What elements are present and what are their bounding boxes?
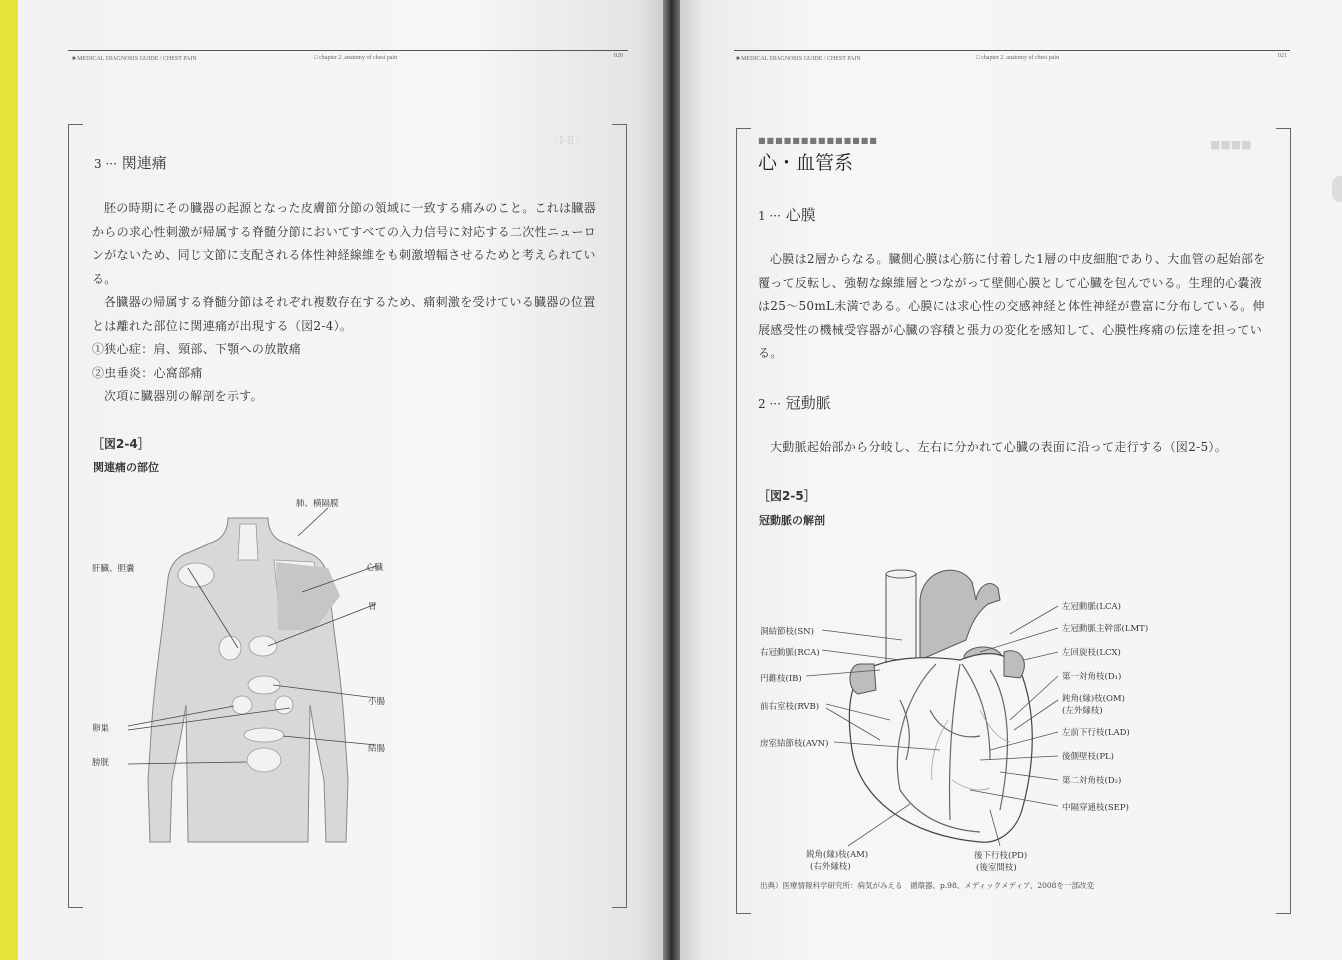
paragraph: 各臓器の帰属する脊髄分節はそれぞれ複数存在するため、痛刺激を受けている臓器の位置とは離れた部位に関連痛が出現する（図2-4）。	[92, 295, 596, 333]
list-item: ②虫垂炎：心窩部痛	[92, 365, 203, 380]
figure-number: ［図2-4］	[92, 437, 150, 451]
running-header-left: ■ MEDICAL DIAGNOSIS GUIDE / CHEST PAIN	[72, 56, 197, 62]
body-text	[758, 436, 1270, 460]
header-rule	[734, 50, 1290, 51]
label-rca: 右冠動脈(RCA)	[760, 648, 820, 658]
figure-title: 関連痛の部位	[93, 461, 159, 474]
content-frame-right	[612, 124, 627, 908]
left-page	[18, 0, 663, 960]
body-text	[758, 248, 1270, 366]
label-lung: 肺、横隔膜	[296, 499, 339, 509]
heart-leader-lines	[680, 560, 1280, 890]
label-lca: 左冠動脈(LCA)	[1062, 602, 1121, 612]
body-text	[92, 197, 606, 409]
label-om: 鈍角(縁)枝(OM)	[1062, 694, 1125, 704]
label-avn: 房室結節枝(AVN)	[760, 739, 829, 749]
page-number: 020	[614, 53, 623, 59]
label-bladder: 膀胱	[92, 758, 110, 768]
page-number: 021	[1278, 53, 1287, 59]
section-title: 心膜	[785, 206, 816, 224]
label-stomach: 胃	[368, 602, 377, 612]
figure-title: 冠動脈の解剖	[759, 514, 825, 527]
label-ovary: 卵巣	[92, 724, 110, 734]
section-title: 冠動脈	[785, 394, 831, 412]
label-sep: 中隔穿通枝(SEP)	[1062, 803, 1129, 813]
section-heading	[758, 204, 816, 225]
running-header-left: ■ MEDICAL DIAGNOSIS GUIDE / CHEST PAIN	[736, 56, 861, 62]
label-heart: 心臓	[366, 563, 384, 573]
running-header-chapter: □ chapter 2. anatomy of chest pain	[976, 55, 1060, 61]
right-page	[680, 0, 1342, 960]
label-d1: 第一対角枝(D₁)	[1062, 672, 1122, 682]
bleed-through: ■■■■	[1210, 138, 1252, 151]
list-item: ①狭心症：肩、頸部、下顎への放散痛	[92, 342, 302, 356]
running-header-chapter: □ chapter 2. anatomy of chest pain	[314, 55, 398, 61]
section-number: 3 ···	[94, 157, 117, 171]
label-pd-alt: (後室間枝)	[976, 863, 1017, 873]
book-gutter	[663, 0, 680, 960]
referred-pain-figure	[78, 480, 418, 850]
label-om-alt: (左外縁枝)	[1062, 706, 1103, 716]
section-heading	[758, 392, 831, 413]
chapter-ornament: ■■■■■■■■■■■■■■	[758, 136, 878, 145]
section-number: 1 ···	[758, 209, 781, 223]
paragraph: 大動脈起始部から分岐し、左右に分かれて心臓の表面に沿って走行する（図2-5）。	[770, 440, 1228, 454]
page-tab-marker	[1332, 176, 1342, 202]
chapter-title: 心・血管系	[758, 152, 854, 174]
section-number: 2 ···	[758, 397, 781, 411]
section-heading	[94, 152, 167, 173]
figure-number: ［図2-5］	[758, 489, 816, 503]
label-pl: 後側壁枝(PL)	[1062, 752, 1114, 762]
book-edge-strip	[0, 0, 18, 960]
paragraph: 次項に臓器別の解剖を示す。	[104, 389, 263, 403]
label-ib: 円錐枝(IB)	[760, 674, 802, 684]
label-lmt: 左冠動脈主幹部(LMT)	[1062, 624, 1149, 634]
header-rule	[68, 50, 628, 51]
label-lad: 左前下行枝(LAD)	[1062, 728, 1130, 738]
paragraph: 心膜は2層からなる。臓側心膜は心筋に付着した1層の中皮細胞であり、大血管の起始部を覆って反転し、強靭な線維層とつながって壁側心膜として心臓を包んでいる。生理的心嚢液は25～50mL未満である。心膜には求心性の交感神経と体性神経が豊富に分布している。伸展感受性の機械受容器が心臓の容積と張力の変化を感知して、心膜性疼痛の伝達を担っている。	[758, 252, 1266, 360]
label-small-intestine: 小腸	[368, 697, 386, 707]
paragraph: 胚の時期にその臓器の起源となった皮膚節分節の領域に一致する痛みのこと。これは臓器からの求心性刺激が帰属する脊髄分節においてすべての入力信号に対応する二次性ニューロンがないため、同じ文節に支配される体性神経線維をも刺激増幅させるためと考えられている。	[92, 201, 597, 286]
label-am-alt: (右外縁枝)	[810, 862, 851, 872]
label-d2: 第二対角枝(D₂)	[1062, 776, 1122, 786]
label-pd: 後下行枝(PD)	[974, 851, 1028, 861]
label-sn: 洞結節枝(SN)	[760, 627, 814, 637]
label-am: 鋭角(縁)枝(AM)	[806, 850, 869, 860]
label-lcx: 左回旋枝(LCX)	[1062, 648, 1121, 658]
figure-source: 出典）医療情報科学研究所：病気がみえる 循環器、p.98、メディックメディア、2008を一部改変	[760, 881, 1094, 890]
bleed-through: ［Ⅰ-Ⅱ］	[548, 134, 586, 147]
section-title: 関連痛	[121, 154, 167, 172]
label-rvb: 前右室枝(RVB)	[760, 702, 820, 712]
label-colon: 結腸	[368, 744, 386, 754]
label-liver: 肝臓、胆嚢	[92, 564, 135, 574]
